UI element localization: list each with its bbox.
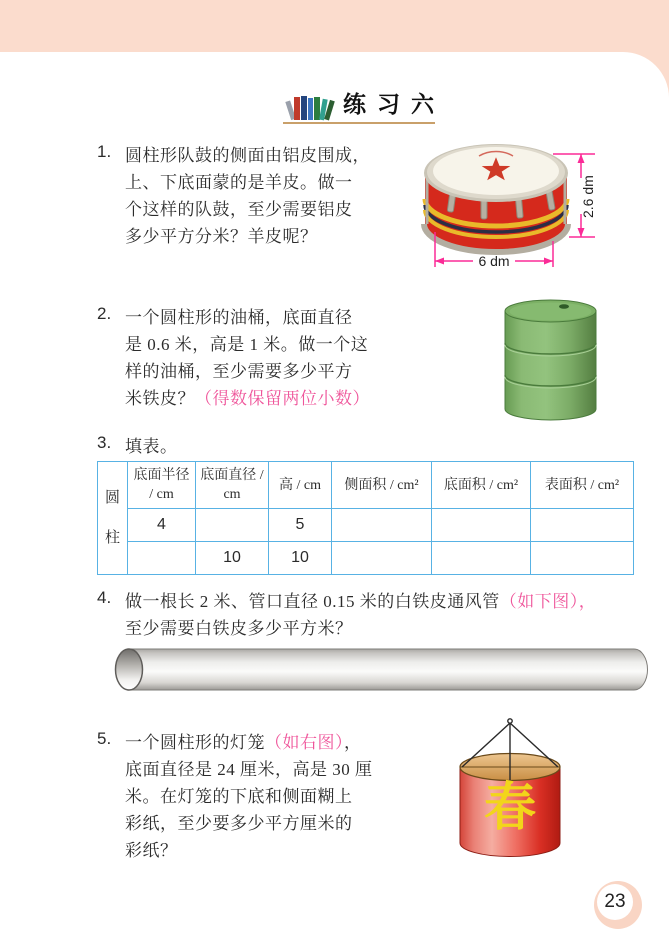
ventilation-pipe-image (113, 644, 653, 696)
problem-4-note: （如下图）， (499, 592, 597, 611)
problem-2-question: 米铁皮？ (125, 389, 195, 408)
problem-5-statement: 一个圆柱形的灯笼 (125, 733, 265, 752)
problem-5-note: （如右图） (265, 733, 344, 752)
table-cell (531, 509, 634, 542)
table-cell: 5 (269, 509, 332, 542)
problem-5-line: 底面直径是 24 厘米，高是 30 厘 (125, 760, 373, 779)
problem-2-line: 一个圆柱形的油桶，底面直径 (125, 308, 353, 327)
column-header: 底面直径 / cm (196, 462, 269, 509)
problem-2-note: （得数保留两位小数） (195, 389, 370, 408)
problem-5-line (125, 729, 415, 756)
problem-1-line: 个这样的队鼓，至少需要铝皮 (125, 200, 353, 219)
lantern-character: 春 (483, 779, 537, 837)
problem-1-text (125, 142, 405, 250)
table-cell (332, 509, 432, 542)
problem-3-number: 3. (97, 433, 112, 452)
diameter-dimension-label: 6 dm (478, 253, 510, 269)
table-row-header: 圆柱 (98, 462, 128, 575)
top-peach-band (0, 0, 669, 52)
column-header: 底面半径 / cm (128, 462, 196, 509)
rounded-corner-decoration (619, 52, 669, 98)
books-icon (285, 88, 339, 124)
problem-1-number: 1. (97, 142, 112, 161)
height-dimension-label: 2.6 dm (580, 175, 596, 218)
problem-5-line: 米。在灯笼的下底和侧面糊上 (125, 787, 353, 806)
page-number-badge (594, 881, 642, 929)
problem-5-line: 彩纸？ (125, 841, 178, 860)
table-cell: 4 (128, 509, 196, 542)
oil-barrel-image (503, 297, 598, 425)
page-number: 23 (597, 884, 633, 920)
problem-5-number: 5. (97, 729, 112, 748)
table-cell: 10 (196, 542, 269, 575)
problem-2-line (125, 385, 415, 412)
problem-2-text (125, 304, 415, 412)
column-header: 表面积 / cm² (531, 462, 634, 509)
table-cell (128, 542, 196, 575)
problem-4-number: 4. (97, 588, 112, 607)
problem-5-comma: ， (344, 733, 362, 752)
problem-1-line: 圆柱形队鼓的侧面由铝皮围成， (125, 146, 370, 165)
problem-4-line: 至少需要白铁皮多少平方米？ (125, 619, 353, 638)
lantern-image (448, 715, 573, 865)
page-title: 练习六 (343, 92, 445, 117)
table-cell (531, 542, 634, 575)
problem-4-line (125, 588, 655, 615)
problem-4-statement: 做一根长 2 米、管口直径 0.15 米的白铁皮通风管 (125, 592, 500, 611)
table-cell (432, 542, 531, 575)
problem-2-line: 是 0.6 米，高是 1 米。做一个这 (125, 335, 369, 354)
drum-photo (421, 140, 623, 275)
table-cell: 10 (269, 542, 332, 575)
problem-4-text (125, 588, 655, 642)
problem-5-line: 彩纸，至少要多少平方厘米的 (125, 814, 353, 833)
problem-2-number: 2. (97, 304, 112, 323)
exercise-title-block (283, 84, 445, 124)
problem-1-line: 多少平方分米？羊皮呢？ (125, 227, 318, 246)
table-cell (432, 509, 531, 542)
problem-1-line: 上、下底面蒙的是羊皮。做一 (125, 173, 353, 192)
problem-2-line: 样的油桶，至少需要多少平方 (125, 362, 353, 381)
table-cell (332, 542, 432, 575)
problem-5-text (125, 729, 415, 864)
column-header: 侧面积 / cm² (332, 462, 432, 509)
problem-3-text: 填表。 (125, 437, 178, 456)
column-header: 高 / cm (269, 462, 332, 509)
table-cell (196, 509, 269, 542)
fill-in-table (97, 461, 634, 575)
column-header: 底面积 / cm² (432, 462, 531, 509)
